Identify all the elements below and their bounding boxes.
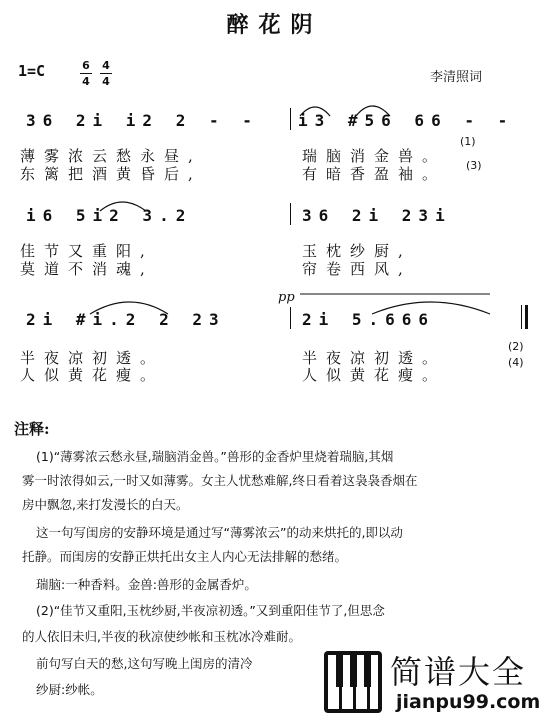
- system-1-lyric-1b: 瑞脑消金兽。: [302, 147, 447, 165]
- annotation-line: 纱厨:纱帐。: [36, 682, 103, 697]
- time-sig-line-1: [80, 73, 92, 74]
- barline: [290, 203, 291, 225]
- annotations-heading: 注释:: [14, 420, 50, 438]
- annotation-line: (2)“佳节又重阳,玉枕纱厨,半夜凉初透。”又到重阳佳节了,但思念: [36, 603, 385, 618]
- system-3-lyric-2a: 人似黄花瘦。: [20, 366, 165, 384]
- final-barline-thin: [521, 305, 522, 329]
- system-1-notes-m2: i3 #56 66 - -: [298, 111, 515, 130]
- annotation-line: 瑞脑:一种香料。金兽:兽形的金属香炉。: [36, 577, 257, 592]
- system-2-lyric-2a: 莫道不消魂,: [20, 260, 154, 278]
- footnote-ref: (4): [508, 356, 524, 369]
- annotation-line: 的人依旧未归,半夜的秋凉使纱帐和玉枕冰冷难耐。: [22, 629, 301, 644]
- system-1-lyric-1a: 薄雾浓云愁永昼,: [20, 147, 202, 165]
- dynamic-marking: pp: [278, 290, 295, 305]
- watermark-url: jianpu99.com: [396, 691, 541, 713]
- key-signature: 1=C: [18, 62, 46, 80]
- watermark-name: 简谱大全: [390, 653, 527, 691]
- system-2-notes-m1: i6 5i2 3.2: [26, 206, 193, 225]
- system-3-lyric-1b: 半夜凉初透。: [302, 349, 447, 367]
- system-3-lyric-2b: 人似黄花瘦。: [302, 366, 447, 384]
- barline: [290, 108, 291, 130]
- watermark-logo: [318, 645, 549, 723]
- page-title: 醉花阴: [226, 12, 323, 38]
- time-sig-num-2: 4: [102, 59, 110, 72]
- lyricist-credit: 李清照词: [430, 70, 483, 85]
- annotation-line: 房中飘忽,来打发漫长的白天。: [22, 497, 189, 512]
- time-sig-den-2: 4: [102, 75, 110, 88]
- time-sig-line-2: [100, 73, 112, 74]
- system-1-lyric-2a: 东篱把酒黄昏后,: [20, 165, 202, 183]
- footnote-ref: (1): [460, 135, 476, 148]
- annotation-line: 雾一时浓得如云,一时又如薄雾。女主人忧愁难解,终日看着这袅袅香烟在: [22, 473, 418, 488]
- system-3-lyric-1a: 半夜凉初透。: [20, 349, 165, 367]
- annotation-line: 这一句写闺房的安静环境是通过写“薄雾浓云”的动来烘托的,即以动: [36, 525, 403, 540]
- time-sig-num-1: 6: [82, 59, 90, 72]
- annotation-line: (1)“薄雾浓云愁永昼,瑞脑消金兽。”兽形的金香炉里烧着瑞脑,其烟: [36, 449, 394, 464]
- system-1-notes-m1: 36 2i i2 2 - -: [26, 111, 259, 130]
- system-2-lyric-2b: 帘卷西风,: [302, 260, 412, 278]
- footnote-ref: (2): [508, 340, 524, 353]
- footnote-ref: (3): [466, 159, 482, 172]
- system-1-lyric-2b: 有暗香盈袖。: [302, 165, 447, 183]
- system-3-notes-m2: 2i 5.666: [302, 310, 436, 329]
- annotation-line: 托静。而闺房的安静正烘托出女主人内心无法排解的愁绪。: [22, 549, 348, 564]
- system-2-lyric-1a: 佳节又重阳,: [20, 242, 154, 260]
- time-sig-den-1: 4: [82, 75, 90, 88]
- annotation-line: 前句写白天的愁,这句写晚上闺房的清冷: [36, 656, 253, 671]
- piano-keys-icon: [324, 651, 382, 713]
- system-2-lyric-1b: 玉枕纱厨,: [302, 242, 412, 260]
- barline: [290, 307, 291, 329]
- system-3-notes-m1: 2i #i.2 2 23: [26, 310, 226, 329]
- system-2-notes-m2: 36 2i 23i: [302, 206, 452, 225]
- final-barline-thick: [525, 305, 528, 329]
